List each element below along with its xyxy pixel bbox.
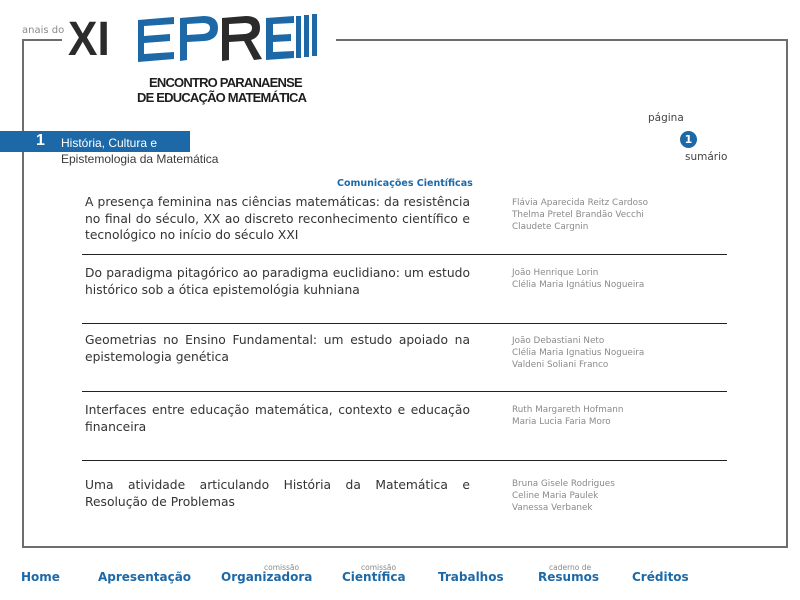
entry-divider — [82, 254, 727, 255]
author-name: Clélia Maria Ignátius Nogueira — [512, 280, 645, 290]
page-number-badge[interactable]: 1 — [680, 131, 697, 148]
paper-authors — [512, 197, 648, 233]
nav-comissao-cientifica[interactable]: Científica — [342, 570, 406, 584]
nav-comissao-organizadora[interactable]: Organizadora — [221, 570, 313, 584]
author-name: Claudete Cargnin — [512, 222, 589, 232]
paper-title[interactable]: Uma atividade articulando História da Matemática e Resolução de Problemas — [85, 478, 470, 509]
author-name: Valdeni Soliani Franco — [512, 360, 609, 370]
summary-link[interactable]: sumário — [685, 151, 728, 163]
nav-caderno-de-resumos[interactable]: Resumos — [538, 570, 599, 584]
paper-authors — [512, 478, 615, 514]
nav-prefix: comissão — [264, 563, 300, 572]
category-title: Comunicações Científicas — [337, 178, 473, 189]
author-name: João Henrique Lorin — [512, 268, 599, 278]
nav-prefix: comissão — [361, 563, 397, 572]
logo-subtitle-line1: ENCONTRO PARANAENSE — [149, 75, 302, 90]
entry-divider — [82, 460, 727, 461]
author-name: Celine Maria Paulek — [512, 491, 599, 501]
eprem-logo-icon — [130, 14, 320, 74]
logo-subtitle-line2: DE EDUCAÇÃO MATEMÁTICA — [137, 90, 307, 105]
entry-divider — [82, 391, 727, 392]
entry-divider — [82, 323, 727, 324]
paper-authors — [512, 335, 644, 371]
paper-title[interactable]: Interfaces entre educação matemática, contexto e educação financeira — [85, 403, 470, 434]
paper-authors — [512, 267, 644, 291]
paper-title[interactable]: Geometrias no Ensino Fundamental: um estudo apoiado na epistemologia genética — [85, 333, 470, 364]
author-name: João Debastiani Neto — [512, 336, 605, 346]
paper-title[interactable]: A presença feminina nas ciências matemáticas: da resistência no final do século, XX ao discreto reconhecimento científico e tecnológico no início do século XXI — [85, 195, 470, 242]
author-name: Maria Lucia Faria Moro — [512, 417, 611, 427]
nav-prefix: caderno de — [549, 563, 592, 572]
page-label: página — [648, 112, 684, 124]
author-name: Bruna Gisele Rodrigues — [512, 479, 615, 489]
nav-creditos[interactable]: Créditos — [632, 570, 689, 584]
author-name: Vanessa Verbanek — [512, 503, 593, 513]
nav-apresentacao[interactable]: Apresentação — [98, 570, 192, 584]
section-title-line2: Epistemologia da Matemática — [61, 152, 219, 166]
author-name: Flávia Aparecida Reitz Cardoso — [512, 198, 648, 208]
author-name: Thelma Pretel Brandão Vecchi — [512, 210, 644, 220]
paper-title[interactable]: Do paradigma pitagórico ao paradigma euclidiano: um estudo histórico sob a ótica epistemológia kuhniana — [85, 266, 470, 297]
nav-trabalhos[interactable]: Trabalhos — [438, 570, 504, 584]
section-number: 1 — [36, 132, 45, 149]
author-name: Ruth Margareth Hofmann — [512, 405, 624, 415]
paper-authors — [512, 404, 623, 428]
nav-home[interactable]: Home — [21, 570, 60, 584]
section-title-line1: História, Cultura e — [61, 136, 158, 150]
author-name: Clélia Maria Ignatius Nogueira — [512, 348, 645, 358]
logo-roman-numeral: XI — [68, 13, 110, 66]
anais-label: anais do — [22, 25, 65, 36]
